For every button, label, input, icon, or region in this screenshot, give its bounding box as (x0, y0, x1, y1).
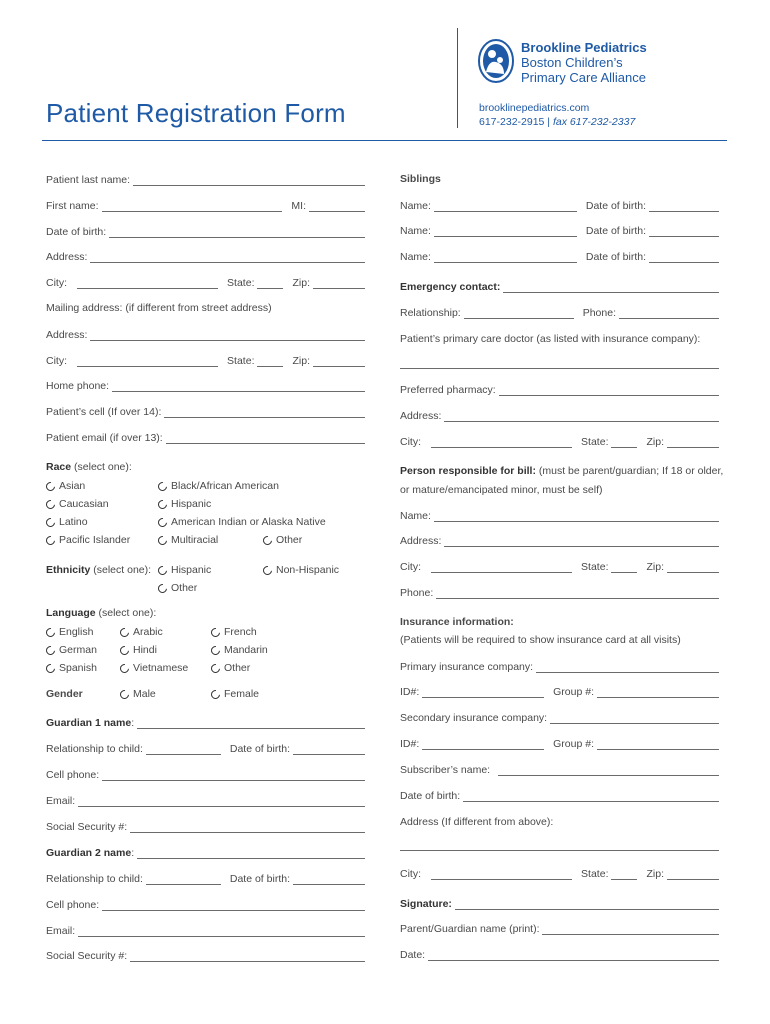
responsible-heading: Person responsible for bill: (must be parent/guardian; If 18 or older, (400, 465, 724, 477)
responsible-phone-field[interactable]: Phone: (400, 587, 722, 599)
header-divider (42, 140, 727, 141)
city-state-zip-field[interactable]: City: State: Zip: (46, 277, 368, 289)
radio-icon (156, 564, 169, 577)
radio-icon (209, 688, 222, 701)
brand-subtitle-1: Boston Children’s (521, 55, 623, 70)
responsible-city-state-zip-field[interactable]: City: State: Zip: (400, 561, 722, 573)
radio-icon (261, 564, 274, 577)
race-option-multiracial[interactable]: Multiracial (158, 534, 218, 546)
pharmacy-address-field[interactable]: Address: (400, 410, 722, 422)
brand-subtitle-2: Primary Care Alliance (521, 70, 646, 85)
responsible-hint: or mature/emancipated minor, must be self) (400, 484, 603, 496)
ethnicity-heading: Ethnicity (select one): (46, 564, 152, 576)
subscriber-name-field[interactable]: Subscriber’s name: (400, 764, 722, 776)
pcp-label: Patient’s primary care doctor (as listed with insurance company): (400, 333, 701, 345)
pharmacy-field[interactable]: Preferred pharmacy: (400, 384, 722, 396)
responsible-name-field[interactable]: Name: (400, 510, 722, 522)
radio-icon (44, 516, 57, 529)
language-option-german[interactable]: German (46, 644, 97, 656)
race-heading: Race (select one): (46, 461, 132, 473)
guardian1-relationship-field[interactable]: Relationship to child: Date of birth: (46, 743, 368, 755)
guardian1-cell-field[interactable]: Cell phone: (46, 769, 368, 781)
radio-icon (118, 688, 131, 701)
race-option-caucasian[interactable]: Caucasian (46, 498, 109, 510)
language-option-spanish[interactable]: Spanish (46, 662, 97, 674)
insurance-hint: (Patients will be required to show insurance card at all visits) (400, 634, 681, 646)
radio-icon (118, 662, 131, 675)
secondary-id-group-field[interactable]: ID#: Group #: (400, 738, 722, 750)
radio-icon (44, 644, 57, 657)
signature-field[interactable]: Signature: (400, 898, 722, 910)
guardian2-cell-field[interactable]: Cell phone: (46, 899, 368, 911)
guardian2-ssn-field[interactable]: Social Security #: (46, 950, 368, 962)
radio-icon (261, 534, 274, 547)
radio-icon (209, 644, 222, 657)
patient-cell-field[interactable]: Patient’s cell (If over 14): (46, 406, 368, 418)
home-phone-field[interactable]: Home phone: (46, 380, 368, 392)
guardian-print-name-field[interactable]: Parent/Guardian name (print): (400, 923, 722, 935)
brand-name: Brookline Pediatrics (521, 40, 647, 55)
radio-icon (156, 516, 169, 529)
race-option-pacific-islander[interactable]: Pacific Islander (46, 534, 130, 546)
sibling-1-field[interactable]: Name: Date of birth: (400, 200, 722, 212)
fax-number: fax 617-232-2337 (552, 116, 636, 128)
language-option-french[interactable]: French (211, 626, 257, 638)
website-link[interactable]: brooklinepediatrics.com (479, 102, 590, 114)
language-option-mandarin[interactable]: Mandarin (211, 644, 268, 656)
radio-icon (209, 662, 222, 675)
mailing-address-field[interactable]: Address: (46, 329, 368, 341)
subscriber-city-state-zip-field[interactable]: City: State: Zip: (400, 868, 722, 880)
guardian2-email-field[interactable]: Email: (46, 925, 368, 937)
sibling-3-field[interactable]: Name: Date of birth: (400, 251, 722, 263)
sibling-2-field[interactable]: Name: Date of birth: (400, 225, 722, 237)
first-name-field[interactable]: First name: MI: (46, 200, 368, 212)
page-title: Patient Registration Form (46, 98, 346, 128)
radio-icon (118, 626, 131, 639)
radio-icon (156, 534, 169, 547)
radio-icon (44, 626, 57, 639)
radio-icon (156, 498, 169, 511)
pcp-field[interactable] (400, 360, 722, 369)
subscriber-address-field[interactable] (400, 842, 722, 851)
radio-icon (44, 534, 57, 547)
radio-icon (118, 644, 131, 657)
dob-field[interactable]: Date of birth: (46, 226, 368, 238)
secondary-insurance-field[interactable]: Secondary insurance company: (400, 712, 722, 724)
guardian1-ssn-field[interactable]: Social Security #: (46, 821, 368, 833)
date-field[interactable]: Date: (400, 949, 722, 961)
radio-icon (156, 582, 169, 595)
header-vertical-divider (457, 28, 458, 128)
patient-last-name-field[interactable]: Patient last name: (46, 174, 368, 186)
radio-icon (44, 662, 57, 675)
radio-icon (44, 498, 57, 511)
emergency-contact-field[interactable]: Emergency contact: (400, 281, 722, 293)
guardian2-relationship-field[interactable]: Relationship to child: Date of birth: (46, 873, 368, 885)
insurance-heading: Insurance information: (400, 616, 514, 628)
responsible-address-field[interactable]: Address: (400, 535, 722, 547)
logo-icon (477, 38, 515, 84)
race-option-other[interactable]: Other (263, 534, 302, 546)
emergency-relationship-field[interactable]: Relationship: Phone: (400, 307, 722, 319)
language-heading: Language (select one): (46, 607, 157, 619)
primary-insurance-field[interactable]: Primary insurance company: (400, 661, 722, 673)
language-option-vietnamese[interactable]: Vietnamese (120, 662, 188, 674)
race-option-american-indian[interactable]: American Indian or Alaska Native (158, 516, 326, 528)
patient-email-field[interactable]: Patient email (if over 13): (46, 432, 368, 444)
radio-icon (44, 480, 57, 493)
contact-phone (479, 116, 635, 128)
guardian1-name-field[interactable]: Guardian 1 name : (46, 717, 368, 729)
race-option-latino[interactable]: Latino (46, 516, 88, 528)
radio-icon (156, 480, 169, 493)
primary-id-group-field[interactable]: ID#: Group #: (400, 686, 722, 698)
siblings-heading: Siblings (400, 173, 441, 185)
race-option-black[interactable]: Black/African American (158, 480, 279, 492)
mailing-address-label: Mailing address: (if different from street address) (46, 302, 272, 314)
gender-option-male[interactable]: Male (120, 688, 156, 700)
language-option-english[interactable]: English (46, 626, 93, 638)
ethnicity-option-hispanic[interactable]: Hispanic (158, 564, 211, 576)
phone-number: 617-232-2915 | (479, 116, 551, 128)
race-option-hispanic[interactable]: Hispanic (158, 498, 211, 510)
gender-option-female[interactable]: Female (211, 688, 259, 700)
ethnicity-option-other[interactable]: Other (158, 582, 197, 594)
ethnicity-option-non-hispanic[interactable]: Non-Hispanic (263, 564, 339, 576)
pharmacy-city-state-zip-field[interactable]: City: State: Zip: (400, 436, 722, 448)
guardian2-name-field[interactable]: Guardian 2 name : (46, 847, 368, 859)
language-option-other[interactable]: Other (211, 662, 250, 674)
language-option-hindi[interactable]: Hindi (120, 644, 157, 656)
mailing-city-state-zip-field[interactable]: City: State: Zip: (46, 355, 368, 367)
language-option-arabic[interactable]: Arabic (120, 626, 163, 638)
subscriber-address-label: Address (If different from above): (400, 816, 554, 828)
address-field[interactable]: Address: (46, 251, 368, 263)
subscriber-dob-field[interactable]: Date of birth: (400, 790, 722, 802)
race-option-asian[interactable]: Asian (46, 480, 85, 492)
radio-icon (209, 626, 222, 639)
gender-heading: Gender (46, 688, 83, 700)
guardian1-email-field[interactable]: Email: (46, 795, 368, 807)
